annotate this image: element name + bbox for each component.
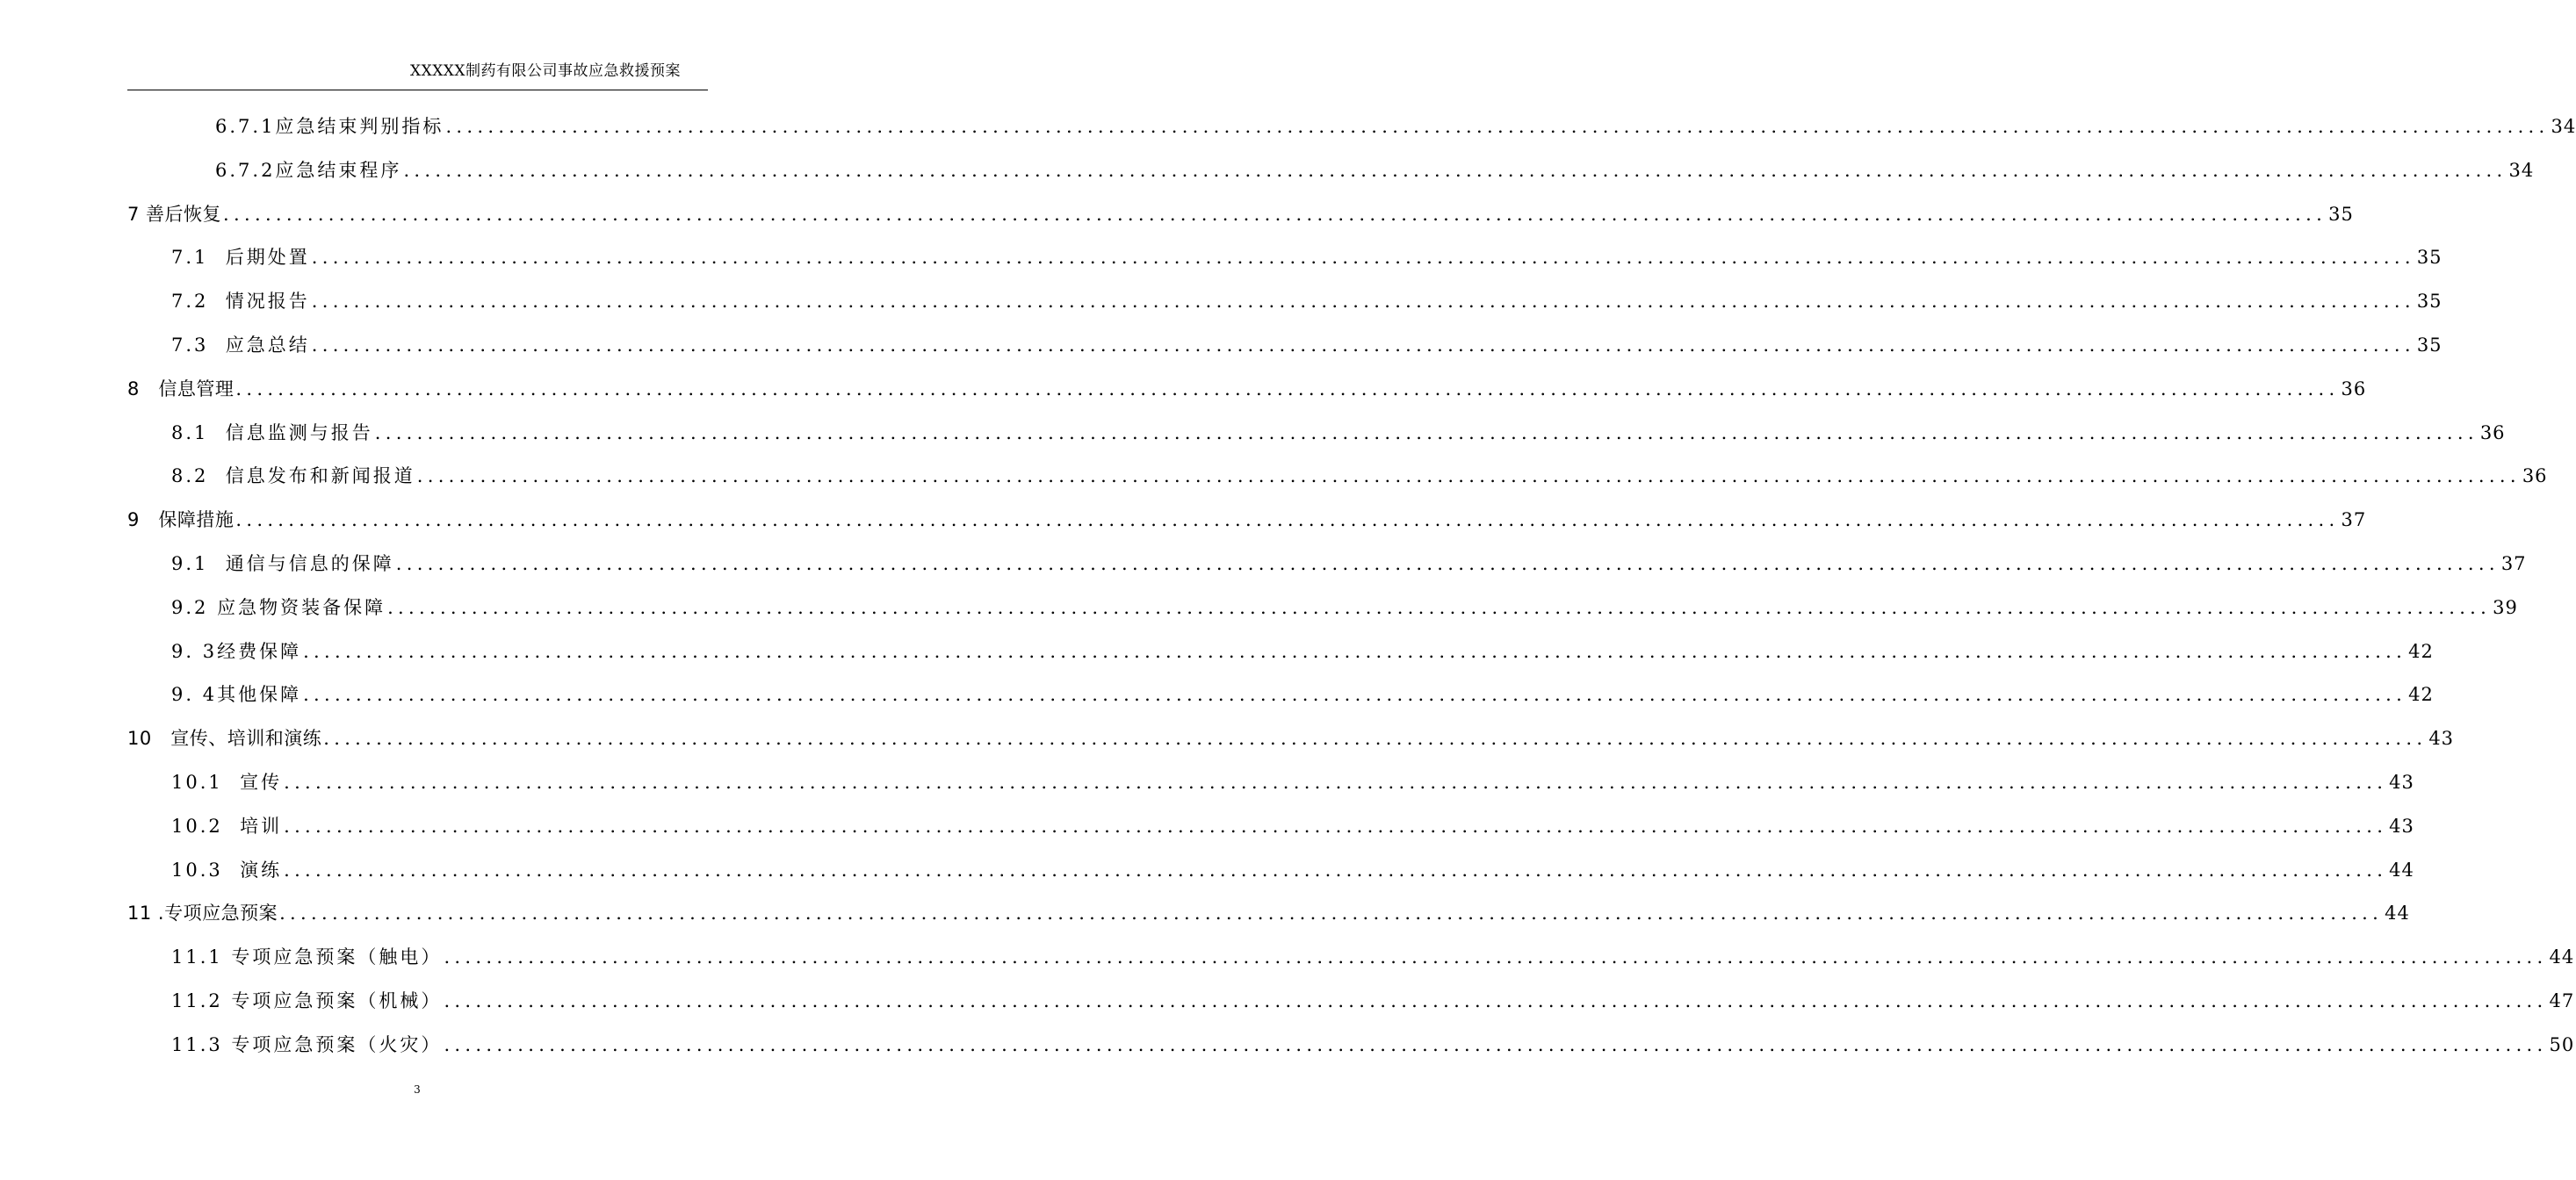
toc-dot-leader: ........................................................................................................................................................................................................ [223, 203, 2327, 225]
toc-entry-label: 9.1 通信与信息的保障 [171, 553, 394, 574]
toc-entry-label: 11.2 专项应急预案（机械） [171, 990, 443, 1011]
toc-entry-page-number: 35 [2416, 247, 2443, 269]
toc-entry-page-number: 43 [2428, 728, 2455, 750]
toc-entry-label: 11 .专项应急预案 [127, 903, 278, 925]
toc-entry-page-number: 34 [2508, 159, 2535, 181]
toc-entry-label: 6.7.1应急结束判别指标 [215, 116, 444, 137]
toc-row [0, 936, 2575, 980]
toc-row [0, 149, 2535, 193]
toc-entry [171, 550, 2527, 578]
toc-entry-page-number: 44 [2385, 903, 2410, 925]
toc-entry-page-number: 34 [2551, 116, 2576, 137]
toc-entry-page-number: 37 [2341, 509, 2367, 531]
toc-dot-leader: ........................................................................................................................................................................................................ [403, 159, 2507, 181]
toc-entry-page-number: 43 [2389, 772, 2414, 793]
toc-entry-label: 8.1 信息监测与报告 [171, 421, 373, 443]
toc-entry-label: 7.1 后期处置 [171, 247, 310, 269]
toc-row [0, 805, 2414, 849]
toc-entry-page-number: 37 [2500, 553, 2527, 574]
toc-entry-label: 10.2 培训 [171, 815, 283, 837]
toc-row [0, 717, 2455, 761]
toc-row [0, 892, 2410, 936]
toc-entry [171, 287, 2443, 315]
toc-row [0, 849, 2414, 893]
toc-entry [127, 200, 2354, 228]
toc-entry [127, 899, 2410, 927]
toc-dot-leader: ........................................................................................................................................................................................................ [387, 596, 2492, 618]
toc-dot-leader: ........................................................................................................................................................................................................ [284, 772, 2388, 793]
toc-entry [127, 724, 2455, 752]
toc-entry-page-number: 36 [2341, 378, 2367, 399]
toc-entry-label: 7.3 应急总结 [171, 335, 310, 356]
toc-dot-leader: ........................................................................................................................................................................................................ [284, 815, 2388, 837]
toc-dot-leader: ........................................................................................................................................................................................................ [235, 509, 2340, 531]
toc-row [0, 980, 2575, 1024]
toc-entry-label: 9. 3经费保障 [171, 640, 302, 662]
toc-entry-label: 8.2 信息发布和新闻报道 [171, 465, 415, 487]
toc-row [0, 412, 2506, 456]
toc-entry [171, 987, 2575, 1015]
toc-row [0, 761, 2414, 805]
toc-row [0, 455, 2548, 499]
toc-row [0, 586, 2518, 630]
toc-entry-label: 10 宣传、培训和演练 [127, 728, 322, 750]
toc-entry-page-number: 36 [2479, 421, 2506, 443]
toc-dot-leader: ........................................................................................................................................................................................................ [311, 247, 2415, 269]
toc-entry [171, 243, 2443, 271]
toc-dot-leader: ........................................................................................................................................................................................................ [374, 421, 2479, 443]
toc-entry [171, 1031, 2575, 1059]
toc-entry [171, 856, 2414, 884]
toc-entry-label: 10.1 宣传 [171, 772, 283, 793]
toc-entry-page-number: 39 [2493, 596, 2518, 618]
page-header-title: XXXXX制药有限公司事故应急救援预案 [409, 62, 681, 80]
toc-entry-page-number: 44 [2389, 859, 2414, 881]
toc-entry [171, 594, 2518, 622]
toc-entry-label: 9.2 应急物资装备保障 [171, 596, 386, 618]
toc-dot-leader: ........................................................................................................................................................................................................ [311, 291, 2415, 313]
toc-entry-page-number: 44 [2549, 946, 2575, 968]
toc-row [0, 673, 2434, 717]
toc-dot-leader: ........................................................................................................................................................................................................ [416, 465, 2521, 487]
toc-entry [215, 156, 2535, 184]
toc-dot-leader: ........................................................................................................................................................................................................ [395, 553, 2500, 574]
toc-row [0, 105, 2576, 149]
toc-row [0, 499, 2367, 543]
toc-entry-label: 9 保障措施 [127, 509, 235, 531]
toc-entry [171, 462, 2548, 490]
toc-entry-label: 11.3 专项应急预案（火灾） [171, 1033, 443, 1055]
toc-dot-leader: ........................................................................................................................................................................................................ [303, 640, 2407, 662]
toc-entry-page-number: 50 [2549, 1033, 2575, 1055]
toc-entry-page-number: 35 [2328, 203, 2354, 225]
toc-entry [171, 768, 2414, 796]
toc-dot-leader: ........................................................................................................................................................................................................ [444, 990, 2548, 1011]
toc-row [0, 193, 2354, 237]
toc-row [0, 368, 2367, 412]
toc-row [0, 1024, 2575, 1068]
toc-dot-leader: ........................................................................................................................................................................................................ [279, 903, 2384, 925]
toc-entry-label: 6.7.2应急结束程序 [215, 159, 402, 181]
toc-entry-page-number: 42 [2408, 684, 2434, 706]
toc-entry-page-number: 35 [2416, 335, 2443, 356]
toc-row [0, 324, 2443, 368]
toc-row [0, 543, 2527, 586]
toc-dot-leader: ........................................................................................................................................................................................................ [444, 1033, 2548, 1055]
toc-dot-leader: ........................................................................................................................................................................................................ [323, 728, 2428, 750]
toc-dot-leader: ........................................................................................................................................................................................................ [303, 684, 2407, 706]
toc-row [0, 630, 2434, 674]
toc-entry [171, 680, 2434, 709]
toc-entry-label: 8 信息管理 [127, 378, 235, 399]
toc-entry [127, 506, 2367, 534]
toc-entry-label: 11.1 专项应急预案（触电） [171, 946, 443, 968]
toc-row [0, 280, 2443, 324]
toc-entry [171, 331, 2443, 359]
toc-row [0, 236, 2443, 280]
toc-dot-leader: ........................................................................................................................................................................................................ [311, 335, 2415, 356]
toc-entry [127, 375, 2367, 403]
toc-entry-label: 10.3 演练 [171, 859, 283, 881]
toc-entry [171, 812, 2414, 840]
toc-entry [171, 637, 2434, 666]
toc-entry [171, 419, 2506, 447]
toc-dot-leader: ........................................................................................................................................................................................................ [444, 946, 2548, 968]
toc-entry-page-number: 42 [2408, 640, 2434, 662]
toc-entry-page-number: 35 [2416, 291, 2443, 313]
toc-entry [171, 943, 2575, 971]
toc-entry-page-number: 43 [2389, 815, 2414, 837]
toc-dot-leader: ........................................................................................................................................................................................................ [284, 859, 2388, 881]
toc-entry-page-number: 36 [2522, 465, 2548, 487]
toc-entry-label: 9. 4其他保障 [171, 684, 302, 706]
toc-dot-leader: ........................................................................................................................................................................................................ [445, 116, 2550, 137]
toc-entry-label: 7.2 情况报告 [171, 291, 310, 313]
toc-entry [215, 112, 2576, 140]
toc-entry-label: 7 善后恢复 [127, 203, 222, 225]
toc-entry-page-number: 47 [2549, 990, 2575, 1011]
footer-page-number: 3 [414, 1083, 421, 1096]
toc-dot-leader: ........................................................................................................................................................................................................ [235, 378, 2340, 399]
